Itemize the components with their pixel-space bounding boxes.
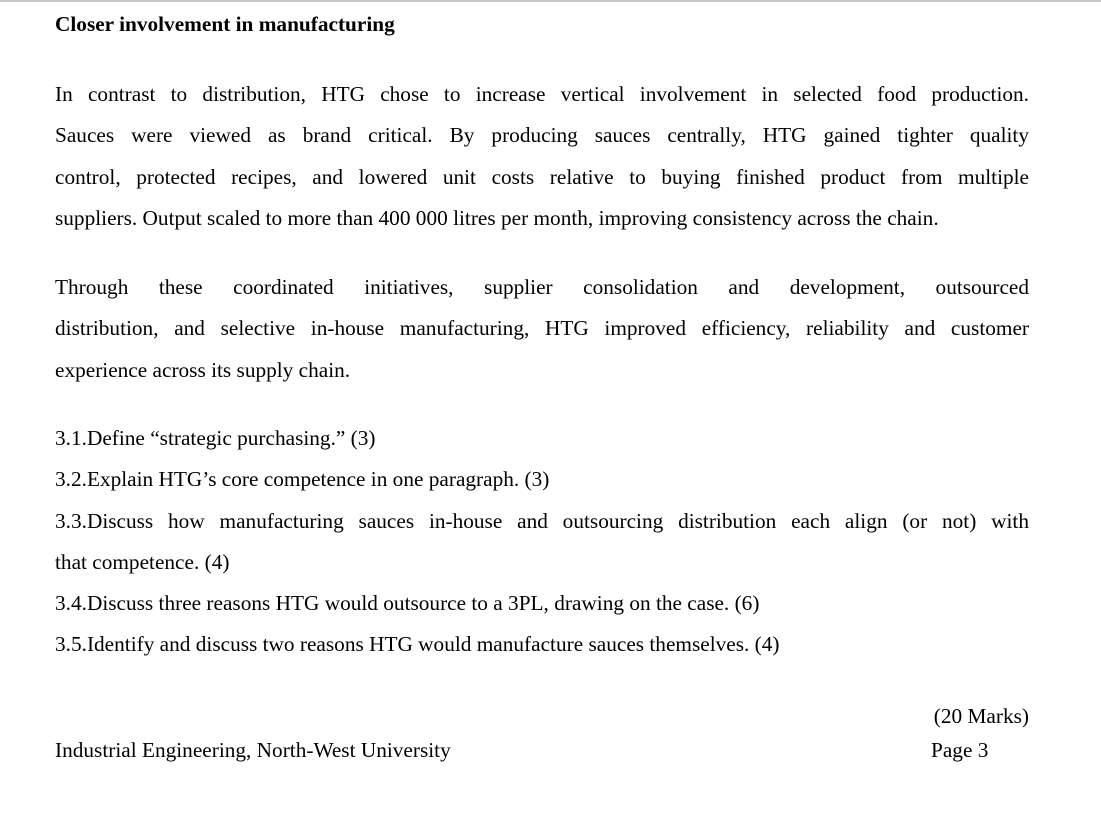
section-heading: Closer involvement in manufacturing	[55, 12, 395, 36]
question-3-1: 3.1.Define “strategic purchasing.” (3)	[55, 426, 376, 450]
paragraph-summary	[55, 267, 1029, 391]
question-3-4: 3.4.Discuss three reasons HTG would outsource to a 3PL, drawing on the case. (6)	[55, 591, 760, 616]
paragraph-manufacturing	[55, 74, 1029, 239]
page-top-border	[0, 0, 1101, 2]
total-marks: (20 Marks)	[933, 704, 1029, 728]
question-3-2: 3.2.Explain HTG’s core competence in one paragraph. (3)	[55, 467, 550, 492]
question-3-3: 3.3.Discuss how manufacturing sauces in-house and outsourcing distribution each align (or not) with	[55, 508, 1029, 533]
footer-page-number: Page 3	[931, 738, 989, 762]
paragraph-line: distribution, and selective in-house manufacturing, HTG improved efficiency, reliability and customer	[55, 316, 1029, 341]
paragraph-line: Sauces were viewed as brand critical. By producing sauces centrally, HTG gained tighter quality	[55, 123, 1029, 148]
paragraph-line: In contrast to distribution, HTG chose to increase vertical involvement in selected food production.	[55, 82, 1029, 106]
paragraph-line: experience across its supply chain.	[55, 357, 351, 382]
paragraph-line: Through these coordinated initiatives, supplier consolidation and development, outsourced	[55, 275, 1029, 299]
footer-institution: Industrial Engineering, North-West University	[55, 738, 451, 762]
paragraph-line: control, protected recipes, and lowered unit costs relative to buying finished product from multiple	[55, 164, 1029, 189]
question-list	[55, 418, 1029, 666]
paragraph-line: suppliers. Output scaled to more than 400 000 litres per month, improving consistency across the chain.	[55, 205, 939, 230]
question-3-5: 3.5.Identify and discuss two reasons HTG would manufacture sauces themselves. (4)	[55, 632, 780, 657]
question-3-3-continued: that competence. (4)	[55, 549, 230, 574]
